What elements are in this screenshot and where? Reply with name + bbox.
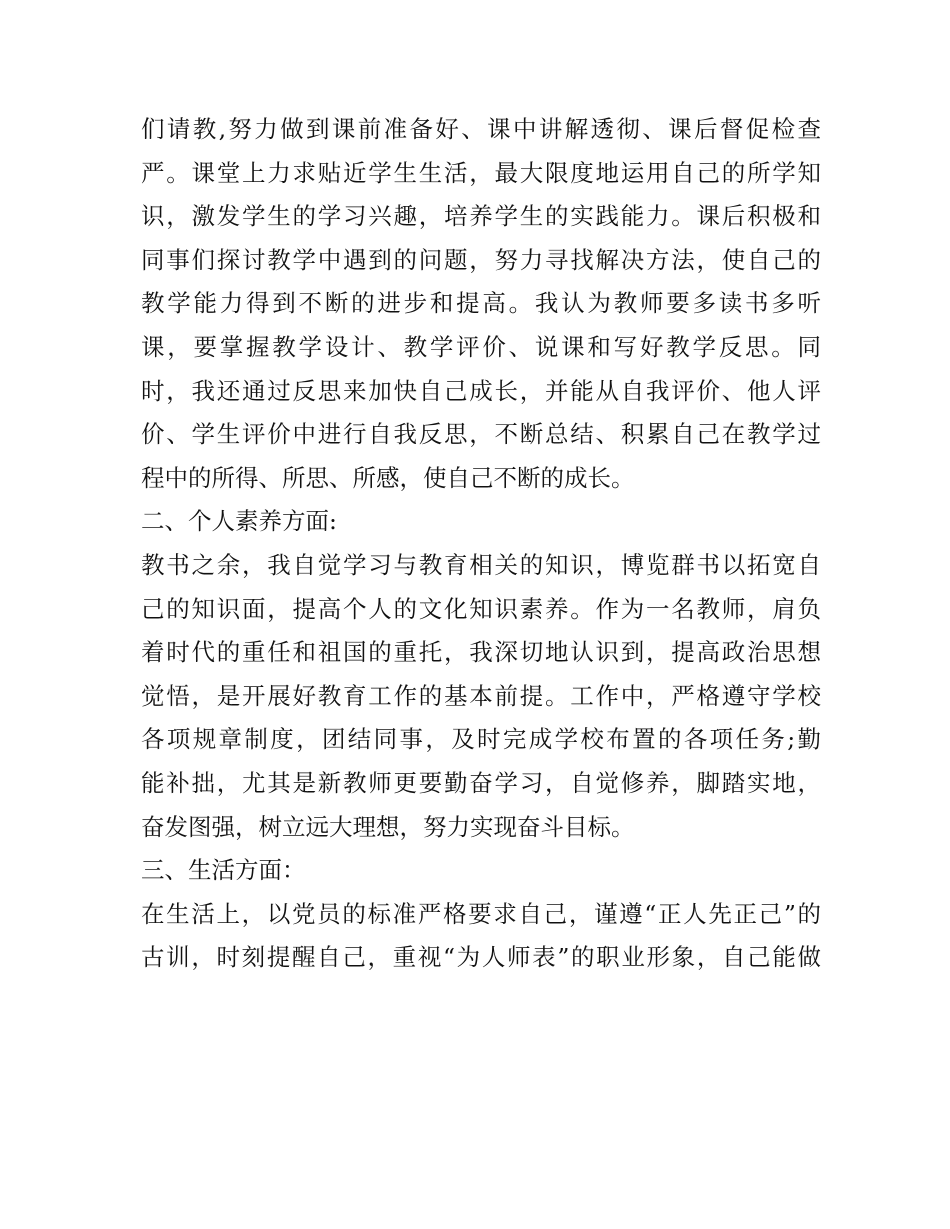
text-line: 觉悟，是开展好教育工作的基本前提。工作中，严格遵守学校 <box>141 681 821 710</box>
text-line: 时，我还通过反思来加快自己成长，并能从自我评价、他人评 <box>141 376 821 405</box>
text-line: 己的知识面，提高个人的文化知识素养。作为一名教师，肩负 <box>141 594 821 623</box>
text-line: 在生活上，以党员的标准严格要求自己，谨遵“正人先正己”的 <box>141 899 821 928</box>
text-line: 着时代的重任和祖国的重托，我深切地认识到，提高政治思想 <box>141 638 821 667</box>
section-heading: 三、生活方面： <box>141 856 306 885</box>
text-line: 价、学生评价中进行自我反思，不断总结、积累自己在教学过 <box>141 420 821 449</box>
text-line: 教书之余，我自觉学习与教育相关的知识，博览群书以拓宽自 <box>141 550 821 579</box>
text-line: 课，要掌握教学设计、教学评价、说课和写好教学反思。同 <box>141 332 821 361</box>
text-line: 能补拙，尤其是新教师更要勤奋学习，自觉修养，脚踏实地， <box>141 768 821 797</box>
text-line: 各项规章制度，团结同事，及时完成学校布置的各项任务;勤 <box>141 725 821 754</box>
section-heading: 二、个人素养方面: <box>141 507 337 536</box>
text-line: 严。课堂上力求贴近学生生活，最大限度地运用自己的所学知 <box>141 158 821 187</box>
text-line: 古训，时刻提醒自己，重视“为人师表”的职业形象，自己能做 <box>141 943 821 972</box>
text-line: 们请教,努力做到课前准备好、课中讲解透彻、课后督促检查 <box>141 115 821 143</box>
text-line: 识，激发学生的学习兴趣，培养学生的实践能力。课后积极和 <box>141 202 821 231</box>
text-line: 同事们探讨教学中遇到的问题，努力寻找解决方法，使自己的 <box>141 245 821 274</box>
text-line: 教学能力得到不断的进步和提高。我认为教师要多读书多听 <box>141 289 821 318</box>
text-line: 程中的所得、所思、所感，使自己不断的成长。 <box>141 463 635 492</box>
body-text <box>141 108 821 980</box>
text-line: 奋发图强，树立远大理想，努力实现奋斗目标。 <box>141 812 635 841</box>
